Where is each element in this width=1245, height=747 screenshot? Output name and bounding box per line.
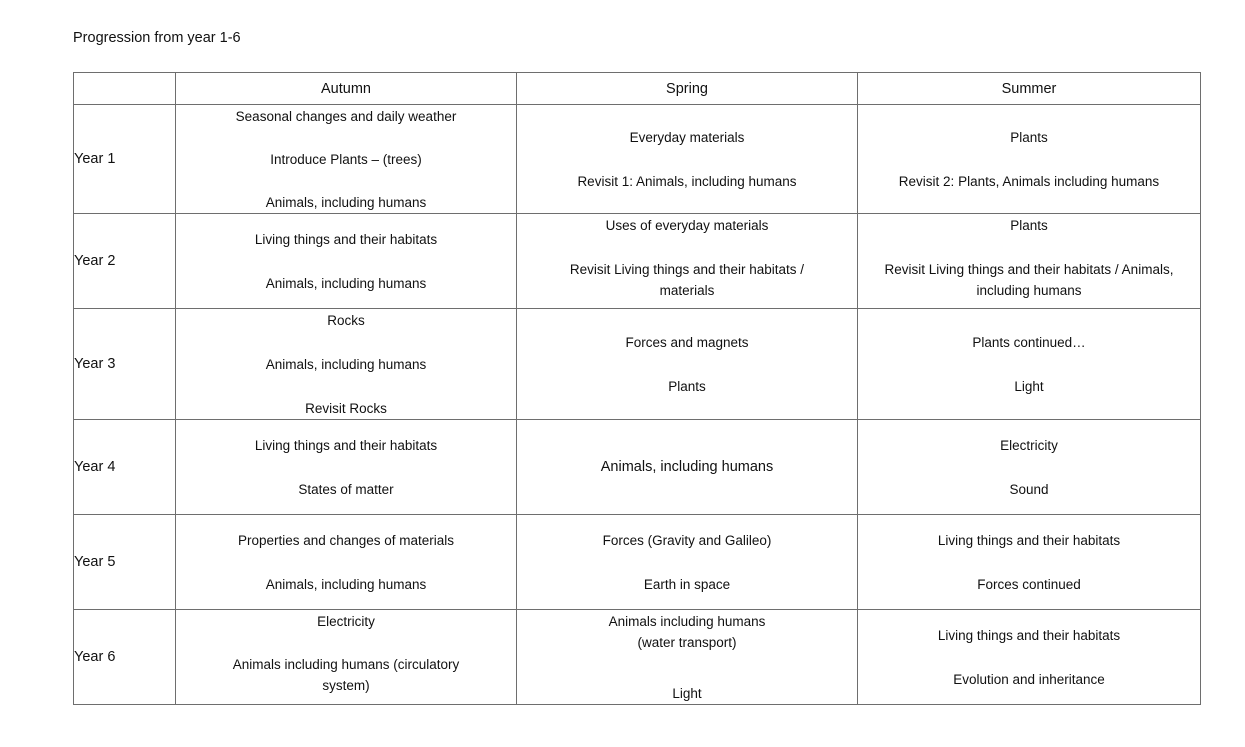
summer-cell [858,610,1201,705]
table-row-year-4 [74,420,1201,515]
topic: Forces (Gravity and Galileo) [602,532,772,548]
spring-cell [517,610,858,705]
autumn-cell [176,105,517,214]
autumn-cell [176,309,517,420]
table-row-year-3 [74,309,1201,420]
topic: Earth in space [643,576,731,592]
topic: Evolution and inheritance [953,671,1105,687]
topic: Revisit 2: Plants, Animals including humans [898,173,1160,189]
table-row-year-2 [74,214,1201,309]
header-row [74,73,1201,105]
topic: Plants [668,378,706,394]
topic: Light [1014,378,1044,394]
table-row-year-6 [74,610,1201,705]
topic: Uses of everyday materials [605,217,769,233]
topic: Animals, including humans [600,458,774,475]
topic: Properties and changes of materials [237,532,455,548]
topic: Living things and their habitats [254,437,438,453]
topic: Living things and their habitats [254,231,438,247]
autumn-cell [176,214,517,309]
spring-cell [517,309,858,420]
spring-cell [517,214,858,309]
header-summer: Summer [858,73,1201,105]
progression-table [73,72,1201,705]
topic: Introduce Plants – (trees) [270,151,422,167]
topic: States of matter [298,481,394,497]
summer-cell [858,309,1201,420]
header-corner [74,73,176,105]
topic: Light [672,685,702,701]
topic: Animals, including humans [265,194,427,210]
header-autumn: Autumn [176,73,517,105]
autumn-cell [176,420,517,515]
topic: Forces and magnets [625,334,749,350]
topic: Revisit Living things and their habitats / Animals, including humans [884,261,1174,298]
year-label: Year 5 [74,515,176,610]
table-row-year-5 [74,515,1201,610]
year-label: Year 2 [74,214,176,309]
topic: Living things and their habitats [937,627,1121,643]
spring-cell [517,420,858,515]
summer-cell [858,214,1201,309]
topic: Plants [1010,217,1048,233]
topic: Forces continued [977,576,1081,592]
table-row-year-1 [74,105,1201,214]
topic: Plants [1010,129,1048,145]
topic: Revisit 1: Animals, including humans [577,173,797,189]
autumn-cell [176,610,517,705]
summer-cell [858,515,1201,610]
spring-cell [517,105,858,214]
topic: Electricity [1000,437,1058,453]
topic: Animals including humans (circulatory system) [232,656,460,693]
summer-cell [858,105,1201,214]
year-label: Year 3 [74,309,176,420]
topic: Animals, including humans [265,356,427,372]
spring-cell [517,515,858,610]
year-label: Year 4 [74,420,176,515]
topic: Rocks [327,312,365,328]
topic: Living things and their habitats [937,532,1121,548]
topic: Plants continued… [972,334,1086,350]
year-label: Year 1 [74,105,176,214]
topic: Seasonal changes and daily weather [235,108,457,124]
topic: Animals including humans (water transport) [608,613,766,650]
document-title: Progression from year 1-6 [73,30,241,46]
summer-cell [858,420,1201,515]
year-label: Year 6 [74,610,176,705]
topic: Animals, including humans [265,576,427,592]
autumn-cell [176,515,517,610]
header-spring: Spring [517,73,858,105]
topic: Sound [1009,481,1049,497]
topic: Revisit Living things and their habitats / materials [569,261,805,298]
topic: Everyday materials [629,129,745,145]
topic: Revisit Rocks [305,400,387,416]
topic: Electricity [317,613,375,629]
topic: Animals, including humans [265,275,427,291]
